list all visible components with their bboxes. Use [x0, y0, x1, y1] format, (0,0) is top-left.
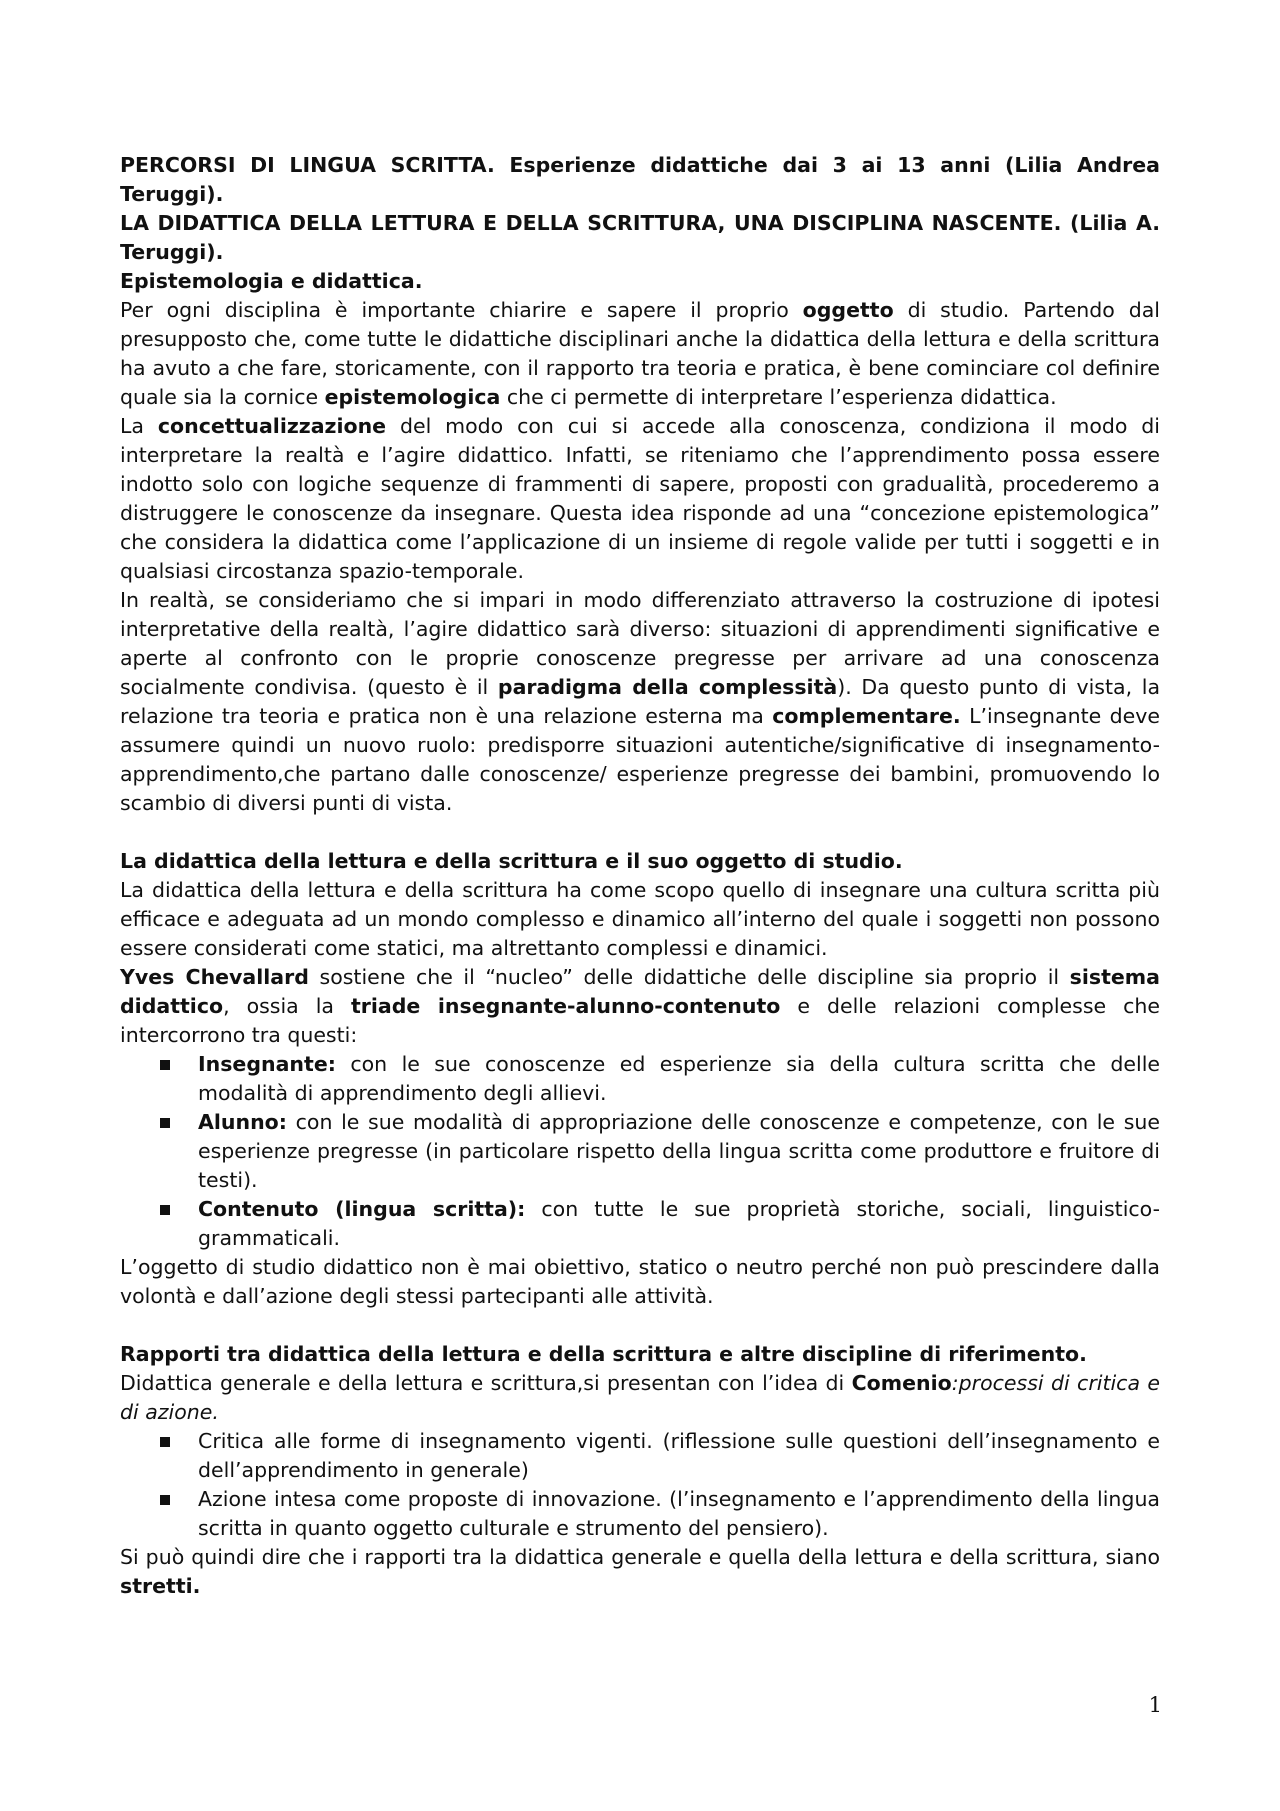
- paragraph-comenio: Didattica generale e della lettura e scrittura,si presentan con l’idea di Comenio:processi di critica e di azione.: [120, 1371, 1160, 1424]
- section-heading-rapporti: Rapporti tra didattica della lettura e della scrittura e altre discipline di riferimento.: [120, 1342, 1087, 1366]
- spacer: [120, 818, 1160, 847]
- square-bullet-icon: [160, 1060, 170, 1070]
- paragraph-oggetto: Per ogni disciplina è importante chiarire e sapere il proprio oggetto di studio. Partendo dal presupposto che, come tutte le didattiche disciplinari anche la didattica della lettura e della scrittura ha avuto a che fare, storicamente, con il rapporto tra teoria e pratica, è bene cominciare col definire quale sia la cornice epistemologica che ci permette di interpretare l’esperienza didattica.: [120, 298, 1160, 409]
- paragraph-rapporti-stretti: Si può quindi dire che i rapporti tra la didattica generale e quella della lettura e della scrittura, siano stretti.: [120, 1545, 1160, 1598]
- triade-list: [120, 1050, 1160, 1253]
- list-item: Contenuto (lingua scritta): con tutte le sue proprietà storiche, sociali, linguistico-grammaticali.: [198, 1195, 1160, 1253]
- section-heading-epistemologia: Epistemologia e didattica.: [120, 269, 423, 293]
- list-item: Alunno: con le sue modalità di appropriazione delle conoscenze e competenze, con le sue esperienze pregresse (in particolare rispetto della lingua scritta come produttore e fruitore di testi).: [198, 1108, 1160, 1195]
- list-item: Azione intesa come proposte di innovazione. (l’insegnamento e l’apprendimento della lingua scritta in quanto oggetto culturale e strumento del pensiero).: [198, 1485, 1160, 1543]
- document-title-1: PERCORSI DI LINGUA SCRITTA. Esperienze didattiche dai 3 ai 13 anni (Lilia Andrea Teruggi).: [120, 153, 1160, 206]
- list-item: Insegnante: con le sue conoscenze ed esperienze sia della cultura scritta che delle modalità di apprendimento degli allievi.: [198, 1050, 1160, 1108]
- paragraph-concettualizzazione: La concettualizzazione del modo con cui si accede alla conoscenza, condiziona il modo di interpretare la realtà e l’agire didattico. Infatti, se riteniamo che l’apprendimento possa essere indotto solo con logiche sequenze di frammenti di sapere, proposti con gradualità, procederemo a distruggere le conoscenze da insegnare. Questa idea risponde ad una “concezione epistemologica” che considera la didattica come l’applicazione di un insieme di regole valide per tutti i soggetti e in qualsiasi circostanza spazio-temporale.: [120, 414, 1161, 583]
- page-number: 1: [1148, 1693, 1162, 1717]
- square-bullet-icon: [160, 1205, 170, 1215]
- spacer: [120, 1311, 1160, 1340]
- paragraph-complessita: In realtà, se consideriamo che si impari in modo differenziato attraverso la costruzione di ipotesi interpretative della realtà, l’agire didattico sarà diverso: situazioni di apprendimenti significative e aperte al confronto con le proprie conoscenze pregresse per arrivare ad una conoscenza socialmente condivisa. (questo è il paradigma della complessità). Da questo punto di vista, la relazione tra teoria e pratica non è una relazione esterna ma complementare. L’insegnante deve assumere quindi un nuovo ruolo: predisporre situazioni autentiche/significative di insegnamento-apprendimento,che partano dalle conoscenze/ esperienze pregresse dei bambini, promuovendo lo scambio di diversi punti di vista.: [120, 588, 1161, 815]
- square-bullet-icon: [160, 1118, 170, 1128]
- paragraph-scopo: La didattica della lettura e della scrittura ha come scopo quello di insegnare una cultura scritta più efficace e adeguata ad un mondo complesso e dinamico all’interno del quale i soggetti non possono essere considerati come statici, ma altrettanto complessi e dinamici.: [120, 878, 1160, 960]
- list-item: Critica alle forme di insegnamento vigenti. (riflessione sulle questioni dell’insegnamento e dell’apprendimento in generale): [198, 1427, 1160, 1485]
- section-heading-oggetto-di-studio: La didattica della lettura e della scrittura e il suo oggetto di studio.: [120, 849, 903, 873]
- paragraph-oggetto-non-neutro: L’oggetto di studio didattico non è mai obiettivo, statico o neutro perché non può prescindere dalla volontà e dall’azione degli stessi partecipanti alle attività.: [120, 1255, 1160, 1308]
- critica-azione-list: [120, 1427, 1160, 1543]
- paragraph-chevallard: Yves Chevallard sostiene che il “nucleo” delle didattiche delle discipline sia proprio il sistema didattico, ossia la triade insegnante-alunno-contenuto e delle relazioni complesse che intercorrono tra questi:: [120, 965, 1160, 1047]
- square-bullet-icon: [160, 1495, 170, 1505]
- document-title-2: LA DIDATTICA DELLA LETTURA E DELLA SCRITTURA, UNA DISCIPLINA NASCENTE. (Lilia A. Teruggi).: [120, 211, 1160, 264]
- square-bullet-icon: [160, 1437, 170, 1447]
